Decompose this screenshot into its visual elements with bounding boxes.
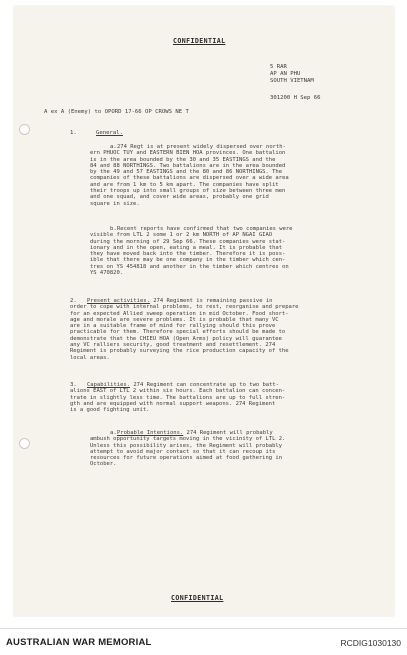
document-page [14,6,394,616]
text-line: ionary and in the open, eating a meal. It is probable that [90,244,283,251]
text-line: is in the area bounded by the 30 and 35 EASTINGS and the [90,156,276,163]
text-line: for an expected Allied sweep operation in mid October. Food short- [70,310,289,317]
archive-source: AUSTRALIAN WAR MEMORIAL [6,637,152,648]
text-line: they have moved back into the timber. Therefore it is poss- [90,251,286,258]
section-3-heading: Capabilities. [87,382,131,388]
section-1a-body [90,144,289,207]
text-line: 274 Regiment can concentrate up to two batt- [133,382,280,388]
text-line: Unless this possibility arises, the Regiment will probably [90,442,283,449]
text-line: attempt to avoid major contact so that it can recoup its [90,448,276,455]
text-line: their troops up into small groups of size between three men [90,188,286,195]
text-line: by the 49 and 57 EASTINGS and the 80 and 86 NORTHINGS. The [90,169,283,176]
text-line: order to cope with internal problems, to rest, reorganise and prepare [70,304,299,311]
text-line: is a good fighting unit. [70,407,150,414]
unit-line-1: 5 RAR [270,64,287,70]
text-line: age and morale are severe problems. It is probable that many VC [70,316,279,323]
date-time-group: 301200 H Sep 66 [270,95,321,101]
text-line: gth and are equipped with normal support weapons. 274 Regiment [70,400,276,407]
text-line: Regiment is probably surveying the rice production capacity of the [70,348,289,355]
text-line: ambush opportunity targets moving in the vicinity of LTL 2. [90,436,286,443]
section-3-body [70,382,285,413]
text-line: practicable for them. Therefore special efforts should be made to [70,329,286,336]
text-line: YS 470820. [90,270,124,277]
text-line: any VC ralliers security, good treatment and resettlement. 274 [70,342,276,349]
classification-top: CONFIDENTIAL [173,37,226,45]
section-3a-body [90,430,285,468]
text-line: 274 Regiment is remaining passive in [153,298,273,304]
annex-title: A ex A (Enemy) to OPORD 17-66 OP CROWS NE T [44,109,189,115]
punch-hole [19,438,30,449]
section-2-heading: Present activities. [87,298,150,304]
text-line: 274 Regiment will probably [186,430,273,436]
text-line: trate in slightly less time. The battalions are up to full stren- [70,394,286,401]
text-line: visible from LTL 2 some 1 or 2 km NORTH of AP NGAI GIAO [90,232,273,239]
text-line: demonstrate that the CHIEU HOA (Open Arms) policy will guarantee [70,335,282,342]
text-line: are in a suitable frame of mind for rallying should this prove [70,323,276,330]
section-1-number: 1. [70,130,77,136]
section-2-body [70,298,298,361]
text-line: 274 Regt is at present widely dispersed over north- [117,144,286,150]
section-1b-body [90,226,293,276]
text-line: October. [90,461,117,468]
text-line: during the morning of 29 Sep 66. These companies were stat- [90,238,286,245]
section-2-number: 2. [70,298,77,304]
text-line: tres on YS 454818 and another in the timber which centres on [90,263,289,270]
archive-footer [0,628,407,655]
section-3-number: 3. [70,382,77,388]
text-line: and one squad, and cover wide areas, probably one grid [90,194,269,201]
text-line: local areas. [70,354,110,361]
section-3a-label: a. [110,430,117,436]
section-3a-heading: Probable Intentions. [117,430,184,436]
unit-line-3: SOUTH VIETNAM [270,78,314,84]
classification-bottom: CONFIDENTIAL [171,594,224,602]
text-line: resources for future operations aimed at food gathering in [90,455,283,462]
text-line: ern PHUOC TUY and EASTERN BIEN HOA provinces. One battalion [90,150,286,157]
archive-reference: RCDIG1030130 [340,638,401,648]
text-line: companies of these battalions are dispersed over a wide area [90,175,289,182]
text-line: ible that there may be one company in the timber which cen- [90,257,286,264]
text-line: square in size. [90,200,140,207]
punch-hole [19,124,30,135]
text-line: alions EAST of LTL 2 within six hours. Each battalion can concen- [70,388,286,395]
section-1a-label: a. [110,144,117,150]
unit-line-2: AP AN PHU [270,71,301,77]
text-line: 84 and 88 NORTHINGS. Two battalions are in the area bounded [90,162,286,169]
text-line: and are from 1 km to 5 km apart. The companies have split [90,181,279,188]
section-1b-label: b. [110,226,117,232]
text-line: Recent reports have confirmed that two companies were [117,226,293,232]
section-1-heading: General. [96,130,123,136]
